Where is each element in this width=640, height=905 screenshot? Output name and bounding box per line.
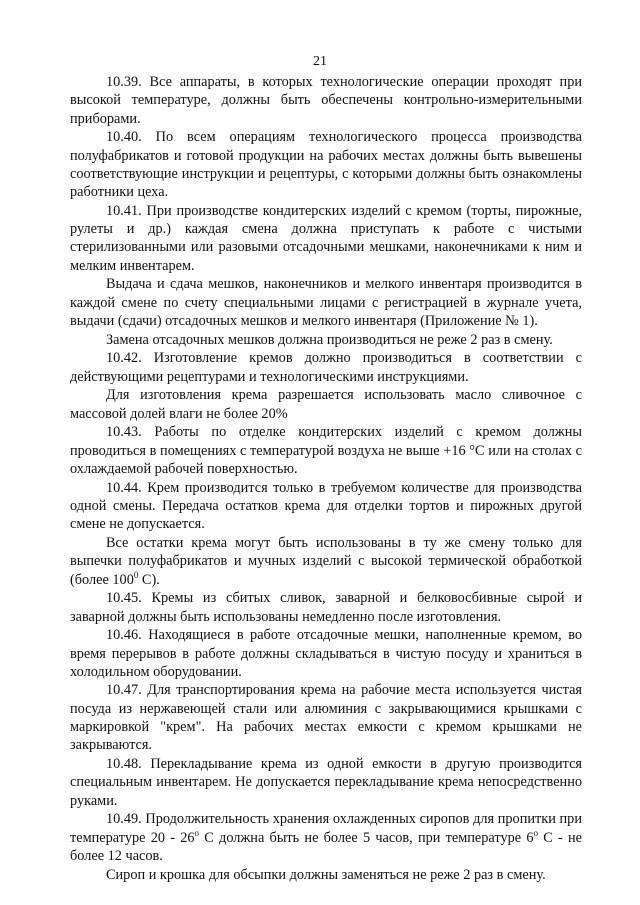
paragraph-10-43: 10.43. Работы по отделке кондитерских изделий с кремом должны проводиться в помещениях с температурой воздуха не выше +16 °С или на столах с охлаждаемой рабочей поверхностью. bbox=[70, 424, 582, 477]
paragraph-10-44: 10.44. Крем производится только в требуемом количестве для производства одной смены. Передача остатков крема для отделки тортов и пирожных другой смене не допускается. bbox=[70, 479, 582, 533]
paragraph-10-39: 10.39. Все аппараты, в которых технологические операции проходят при высокой температуре, должны быть обеспечены контрольно-измерительными приборами. bbox=[70, 74, 582, 127]
degree-superscript: о bbox=[194, 827, 200, 838]
leftovers-text-end: С). bbox=[138, 571, 160, 588]
paragraph-10-49 bbox=[70, 810, 582, 865]
paragraph-10-48: 10.48. Перекладывание крема из одной емкости в другую производится специальным инвентарем. Не допускается перекладывание крема непосредственно руками. bbox=[70, 756, 582, 809]
degree-superscript: 0 bbox=[133, 569, 139, 580]
syrup-storage-text-middle: С должна быть не более 5 часов, при температуре 6 bbox=[199, 829, 534, 846]
syrup-storage-text-end: С - не более 12 часов. bbox=[70, 829, 582, 864]
paragraph-10-46: 10.46. Находящиеся в работе отсадочные мешки, наполненные кремом, во время перерывов в работе должны складываться в чистую посуду и храниться в холодильном оборудовании. bbox=[70, 627, 582, 680]
syrup-storage-text: 10.49. Продолжительность хранения охлажденных сиропов для пропитки при температуре 20 - 26 bbox=[70, 811, 582, 846]
page-number: 21 bbox=[313, 54, 327, 69]
paragraph-10-40: 10.40. По всем операциям технологического процесса производства полуфабрикатов и готовой продукции на рабочих местах должны быть вывешены соответствующие инструкции и рецептуры, с которыми должны быть ознакомлены работники цеха. bbox=[70, 129, 582, 201]
leftovers-text: Все остатки крема могут быть использованы в ту же смену только для выпечки полуфабрикатов и мучных изделий с высокой термической обработкой (более 100 bbox=[70, 534, 582, 588]
paragraph-10-42: 10.42. Изготовление кремов должно производиться в соответствии с действующими рецептурами и технологическими инструкциями. bbox=[70, 350, 582, 385]
paragraph-10-41: 10.41. При производстве кондитерских изделий с кремом (торты, пирожные, рулеты и др.) каждая смена должна приступать к работе с чистыми стерилизованными или разовыми отсадочными мешками, наконечниками к ним и мелким инвентарем. bbox=[70, 202, 582, 274]
paragraph-10-45: 10.45. Кремы из сбитых сливок, заварной и белковосбивные сырой и заварной должны быть использованы немедленно после изготовления. bbox=[70, 590, 582, 625]
document-body bbox=[70, 73, 582, 884]
paragraph-bags-issue: Выдача и сдача мешков, наконечников и мелкого инвентаря производится в каждой смене по счету специальными лицами с регистрацией в журнале учета, выдачи (сдачи) отсадочных мешков и мелкого инвентаря (Приложение № 1). bbox=[70, 276, 582, 330]
paragraph-syrup-crumbs: Сироп и крошка для обсыпки должны заменяться не реже 2 раз в смену. bbox=[106, 866, 546, 883]
degree-superscript: о bbox=[533, 827, 538, 838]
paragraph-butter: Для изготовления крема разрешается использовать масло сливочное с массовой долей влаги не более 20% bbox=[70, 387, 582, 422]
paragraph-10-47: 10.47. Для транспортирования крема на рабочие места используется чистая посуда из нержавеющей стали или алюминия с закрывающимися крышками с маркировкой "крем". На рабочих местах емкости с кремом крышками не закрываются. bbox=[70, 682, 582, 754]
paragraph-bags-replacement: Замена отсадочных мешков должна производиться не реже 2 раз в смену. bbox=[106, 331, 553, 348]
paragraph-cream-leftovers bbox=[70, 534, 582, 589]
